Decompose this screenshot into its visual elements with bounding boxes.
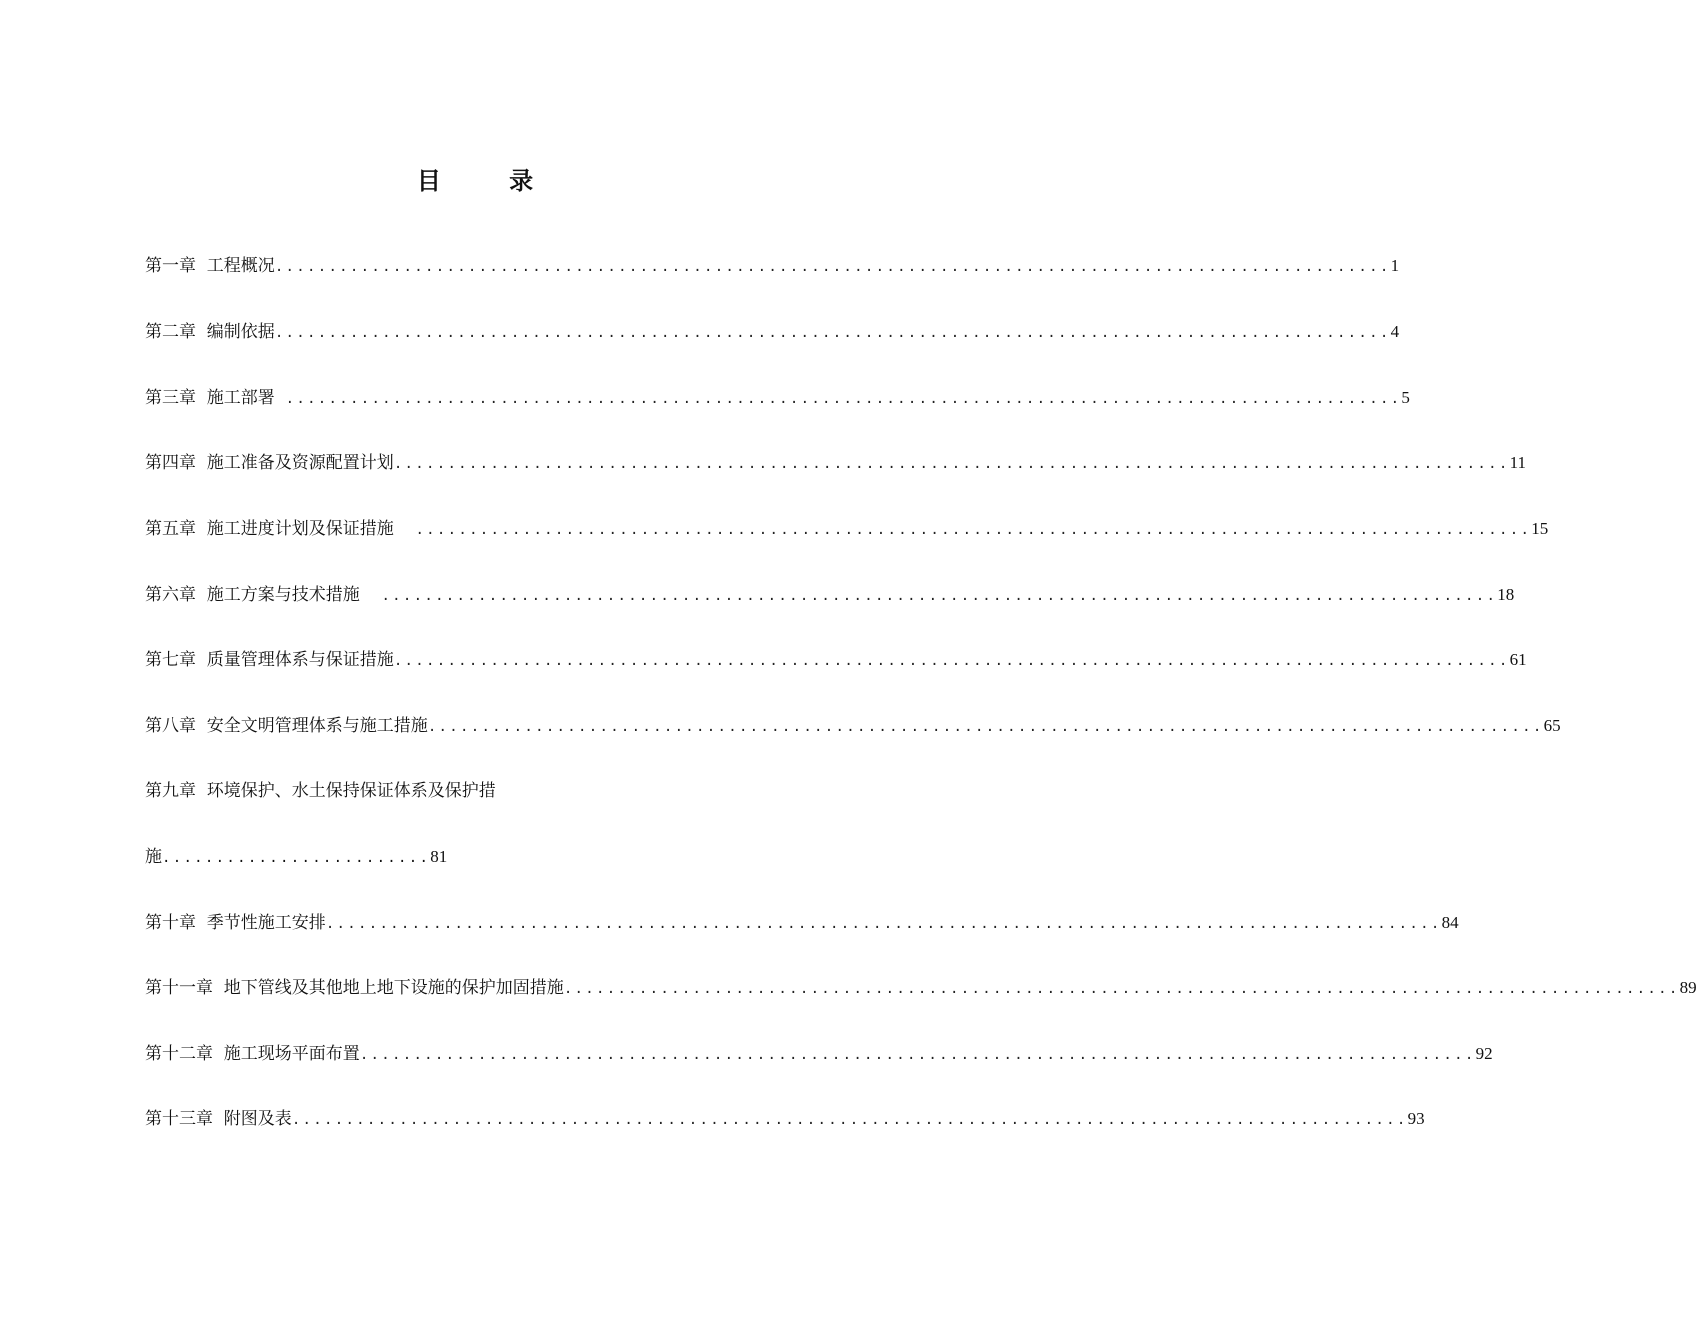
toc-entry[interactable] — [145, 1059, 1425, 1156]
toc-leader-dots: ........................................................................................................ — [274, 259, 1391, 275]
toc-entry-label: 第六章 施工方案与技术措施 — [145, 585, 382, 605]
toc-entry-label: 第一章 工程概况 — [145, 256, 275, 276]
page-title: 目 录 — [416, 166, 564, 195]
toc-entry-label: 第九章 环境保护、水土保持保证体系及保护措 — [145, 781, 496, 801]
toc-entry-page: 15 — [1531, 519, 1549, 538]
toc-entry-page: 65 — [1543, 716, 1561, 735]
toc-entry-label: 第二章 编制依据 — [145, 322, 275, 342]
toc-entry-page: 5 — [1401, 388, 1410, 407]
toc-leader-dots: ......................... — [162, 850, 431, 866]
toc-entry-label: 第十章 季节性施工安排 — [145, 913, 326, 933]
toc-entry-page: 89 — [1679, 978, 1697, 997]
toc-entry-page: 84 — [1441, 913, 1459, 932]
toc-entry-label: 第十二章 施工现场平面布置 — [145, 1044, 360, 1064]
toc-entry-page: 11 — [1509, 453, 1526, 472]
toc-entry-label: 第五章 施工进度计划及保证措施 — [145, 519, 416, 539]
toc-entry-page: 92 — [1475, 1044, 1493, 1063]
toc-entry-label: 第十三章 附图及表 — [145, 1109, 292, 1129]
toc-leader-dots: ........................................................................................................ — [381, 588, 1498, 604]
toc-entry-label: 施 — [145, 847, 162, 867]
toc-entry-label: 第四章 施工准备及资源配置计划 — [145, 453, 394, 473]
toc-entry-page: 93 — [1407, 1109, 1425, 1128]
toc-entry-page: 61 — [1509, 650, 1527, 669]
toc-leader-dots: ........................................................................................................ — [274, 325, 1391, 341]
toc-leader-dots: ........................................................................................................ — [291, 1112, 1408, 1128]
toc-leader-dots: ........................................................................................................ — [393, 456, 1510, 472]
toc-entry-label: 第七章 质量管理体系与保证措施 — [145, 650, 394, 670]
toc-leader-dots: ........................................................................................................ — [285, 391, 1402, 407]
toc-entry-label: 第三章 施工部署 — [145, 388, 286, 408]
toc-entry-page: 1 — [1390, 256, 1400, 275]
toc-leader-dots: ........................................................................................................ — [393, 653, 1510, 669]
toc-leader-dots: ........................................................................................................ — [359, 1047, 1476, 1063]
toc-entry-page: 4 — [1390, 322, 1400, 341]
toc-entry-label: 第八章 安全文明管理体系与施工措施 — [145, 716, 428, 736]
toc-leader-dots: ........................................................................................................ — [427, 719, 1544, 735]
toc-leader-dots: ........................................................................................................ — [415, 522, 1532, 538]
toc-entry-page: 81 — [430, 847, 448, 866]
toc-entry-label: 第十一章 地下管线及其他地上地下设施的保护加固措施 — [145, 978, 564, 998]
toc-leader-dots: ........................................................................................................ — [325, 916, 1442, 932]
toc-entry-page: 18 — [1497, 585, 1515, 604]
toc-leader-dots: ........................................................................................................ — [563, 981, 1680, 997]
